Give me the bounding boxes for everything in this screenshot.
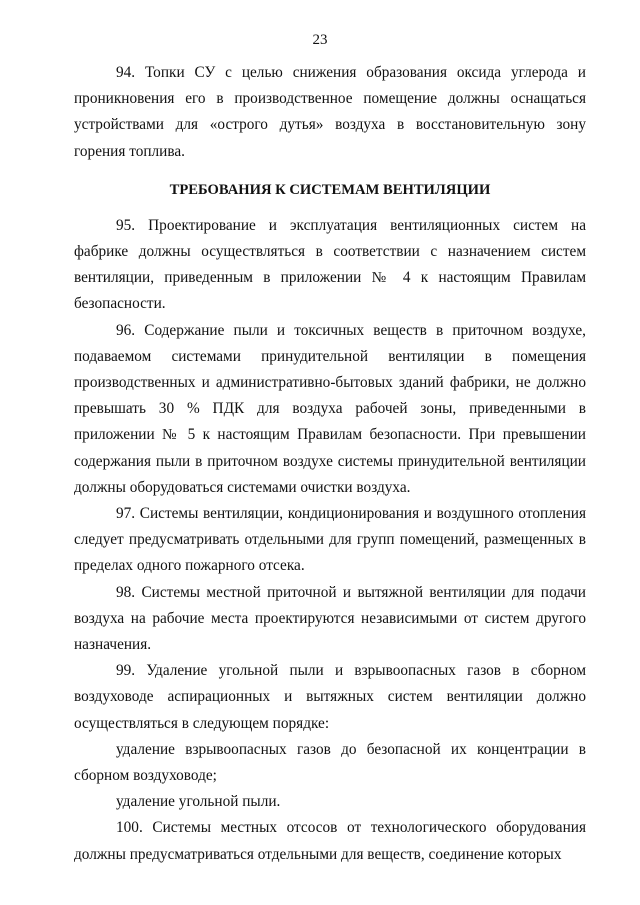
paragraph-94: 94. Топки СУ с целью снижения образования оксида углерода и проникновения его в производственное помещение должны оснащаться устройствами для «острого дутья» воздуха в восстановительную зону горения топлива. — [74, 64, 586, 160]
list-item-dust: удаление угольной пыли. — [116, 793, 281, 811]
page-number: 23 — [312, 32, 328, 48]
paragraph-100: 100. Системы местных отсосов от технологического оборудования должны предусматриваться отдельными для веществ, соединение которых — [74, 819, 586, 863]
paragraph-97: 97. Системы вентиляции, кондиционирования и воздушного отопления следует предусматривать отдельными для групп помещений, размещенных в пределах одного пожарного отсека. — [74, 505, 586, 575]
list-item-gases: удаление взрывоопасных газов до безопасной их концентрации в сборном воздуховоде; — [74, 740, 586, 785]
document-body — [74, 60, 586, 868]
paragraph-98: 98. Системы местной приточной и вытяжной вентиляции для подачи воздуха на рабочие места проектируются независимыми от систем другого назначения. — [74, 583, 586, 654]
paragraph-96: 96. Содержание пыли и токсичных веществ в приточном воздухе, подаваемом системами принудительной вентиляции в помещения производственных и административно-бытовых зданий фабрики, не должно превышать 30 % ПДК для воздуха рабочей зоны, приведенными в приложении № 5 к настоящим Правилам безопасности. При превышении содержания пыли в приточном воздухе системы принудительной вентиляции должны оборудоваться системами очистки воздуха. — [74, 321, 586, 496]
section-heading: ТРЕБОВАНИЯ К СИСТЕМАМ ВЕНТИЛЯЦИИ — [169, 181, 491, 198]
paragraph-99: 99. Удаление угольной пыли и взрывоопасных газов в сборном воздуховоде аспирационных и вытяжных систем вентиляции должно осуществляться в следующем порядке: — [74, 662, 586, 732]
paragraph-95: 95. Проектирование и эксплуатация вентиляционных систем на фабрике должны осуществляться в соответствии с назначением систем вентиляции, приведенным в приложении № 4 к настоящим Правилам безопасности. — [74, 216, 586, 313]
